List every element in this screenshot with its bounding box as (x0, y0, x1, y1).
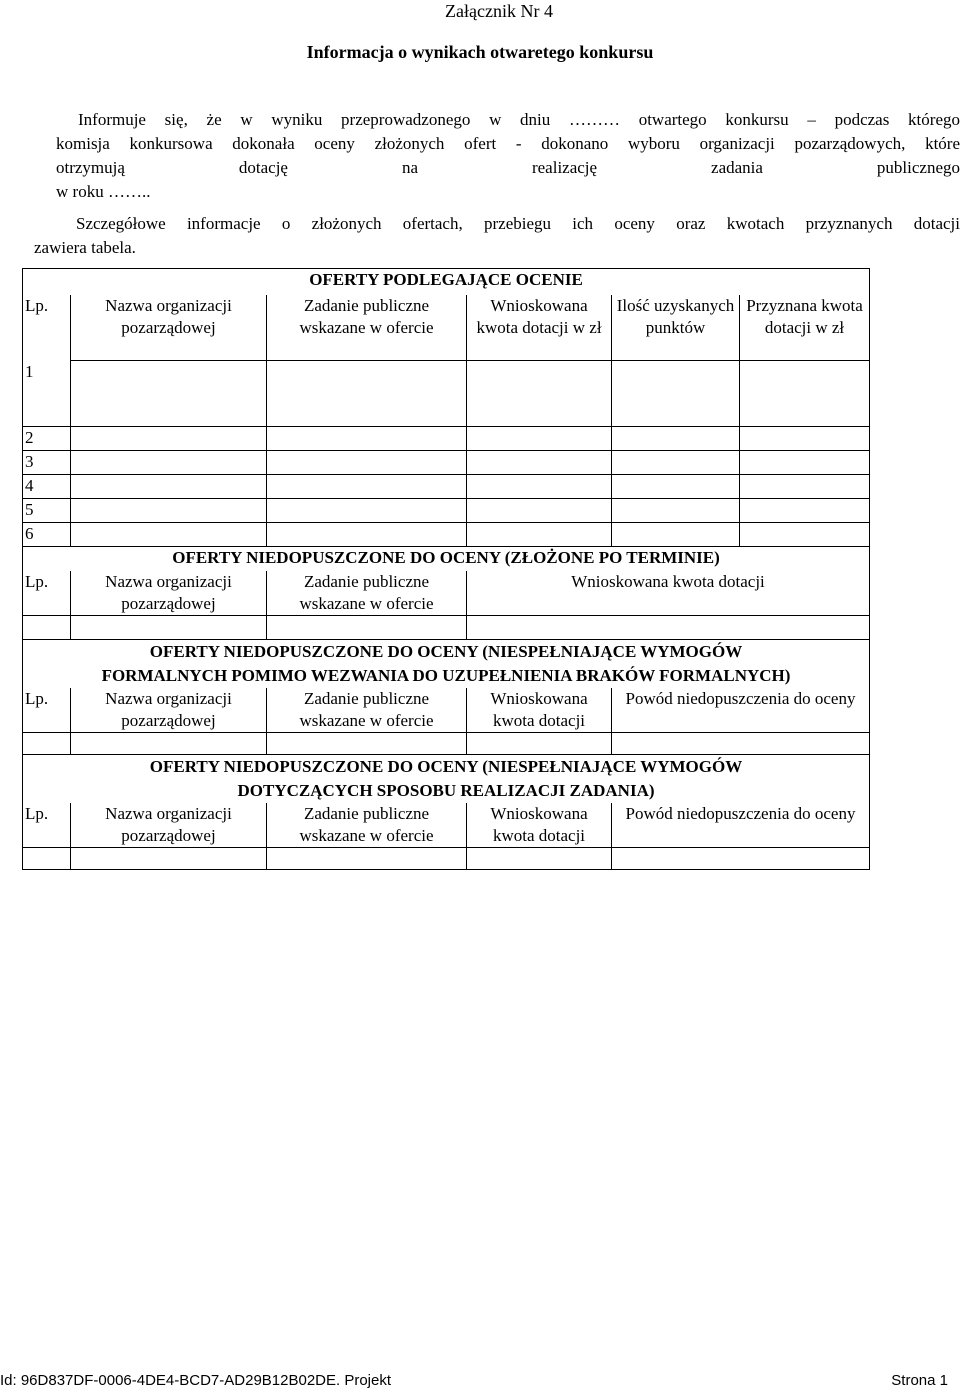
table4-header-requested: Wnioskowana kwota dotacji (467, 803, 612, 848)
document-id: Id: 96D837DF-0006-4DE4-BCD7-AD29B12B02DE. Projekt (0, 1372, 392, 1389)
intro-line-2: komisja konkursowa dokonała oceny złożonych ofert - dokonano wyboru organizacji pozarządowych, które (56, 134, 960, 153)
table4-title-line-1: OFERTY NIEDOPUSZCZONE DO OCENY (NIESPEŁNIAJĄCE WYMOGÓW (149, 756, 743, 776)
table3-title (23, 639, 870, 688)
intro-line-4: w roku …….. (56, 182, 151, 201)
table1-header-granted: Przyznana kwota dotacji w zł (740, 295, 870, 361)
row-number: 6 (23, 523, 71, 547)
row-number: 3 (23, 451, 71, 475)
details-line-2: zawiera tabela. (34, 238, 136, 257)
table1-header-task: Zadanie publiczne wskazane w ofercie (267, 295, 467, 361)
table3-title-line-2: FORMALNYCH POMIMO WEZWANIA DO UZUPEŁNIENIA BRAKÓW FORMALNYCH) (101, 665, 791, 685)
table2-header-requested: Wnioskowana kwota dotacji (467, 571, 870, 616)
table2-title: OFERTY NIEDOPUSZCZONE DO OCENY (ZŁOŻONE PO TERMINIE) (23, 547, 870, 571)
table-row (23, 615, 870, 639)
table2-header-org: Nazwa organizacji pozarządowej (71, 571, 267, 616)
table-row (23, 499, 870, 523)
table2-header-lp: Lp. (23, 571, 71, 616)
table1-header-requested: Wnioskowana kwota dotacji w zł (467, 295, 612, 361)
table4-header-org: Nazwa organizacji pozarządowej (71, 803, 267, 848)
table-row (23, 523, 870, 547)
row-number: 4 (23, 475, 71, 499)
table4-title (23, 754, 870, 803)
table4-header-reason: Powód niedopuszczenia do oceny (612, 803, 870, 848)
offers-table (22, 268, 870, 870)
row-number: 5 (23, 499, 71, 523)
table3-header-lp: Lp. (23, 688, 71, 733)
table3-header-reason: Powód niedopuszczenia do oceny (612, 688, 870, 733)
table-row (23, 847, 870, 869)
intro-line-3: otrzymują dotację na realizację zadania publicznego (56, 158, 960, 177)
annex-label: Załącznik Nr 4 (445, 1, 553, 21)
table-row (23, 427, 870, 451)
table-row (23, 732, 870, 754)
intro-paragraph (56, 108, 960, 204)
table-row (23, 361, 870, 427)
table3-header-requested: Wnioskowana kwota dotacji (467, 688, 612, 733)
row-number: 2 (23, 427, 71, 451)
table2-header-task: Zadanie publiczne wskazane w ofercie (267, 571, 467, 616)
table-row (23, 475, 870, 499)
details-line-1: Szczegółowe informacje o złożonych ofertach, przebiegu ich oceny oraz kwotach przyznanych dotacji (76, 214, 960, 233)
table4-title-line-2: DOTYCZĄCYCH SPOSOBU REALIZACJI ZADANIA) (237, 780, 655, 800)
table1-header-org: Nazwa organizacji pozarządowej (71, 295, 267, 361)
table3-header-task: Zadanie publiczne wskazane w ofercie (267, 688, 467, 733)
table1-header-lp: Lp. (23, 295, 71, 361)
row-number: 1 (23, 361, 71, 427)
table3-title-line-1: OFERTY NIEDOPUSZCZONE DO OCENY (NIESPEŁNIAJĄCE WYMOGÓW (149, 641, 743, 661)
document-title: Informacja o wynikach otwaretego konkursu (306, 42, 654, 62)
details-paragraph (34, 212, 960, 260)
table4-header-task: Zadanie publiczne wskazane w ofercie (267, 803, 467, 848)
page-number: Strona 1 (891, 1372, 948, 1389)
table1-header-points: Ilość uzyskanych punktów (612, 295, 740, 361)
table3-header-org: Nazwa organizacji pozarządowej (71, 688, 267, 733)
table-row (23, 451, 870, 475)
intro-line-1: Informuje się, że w wyniku przeprowadzonego w dniu ……… otwartego konkursu – podczas którego (78, 110, 960, 129)
table1-title: OFERTY PODLEGAJĄCE OCENIE (23, 269, 870, 295)
table4-header-lp: Lp. (23, 803, 71, 848)
